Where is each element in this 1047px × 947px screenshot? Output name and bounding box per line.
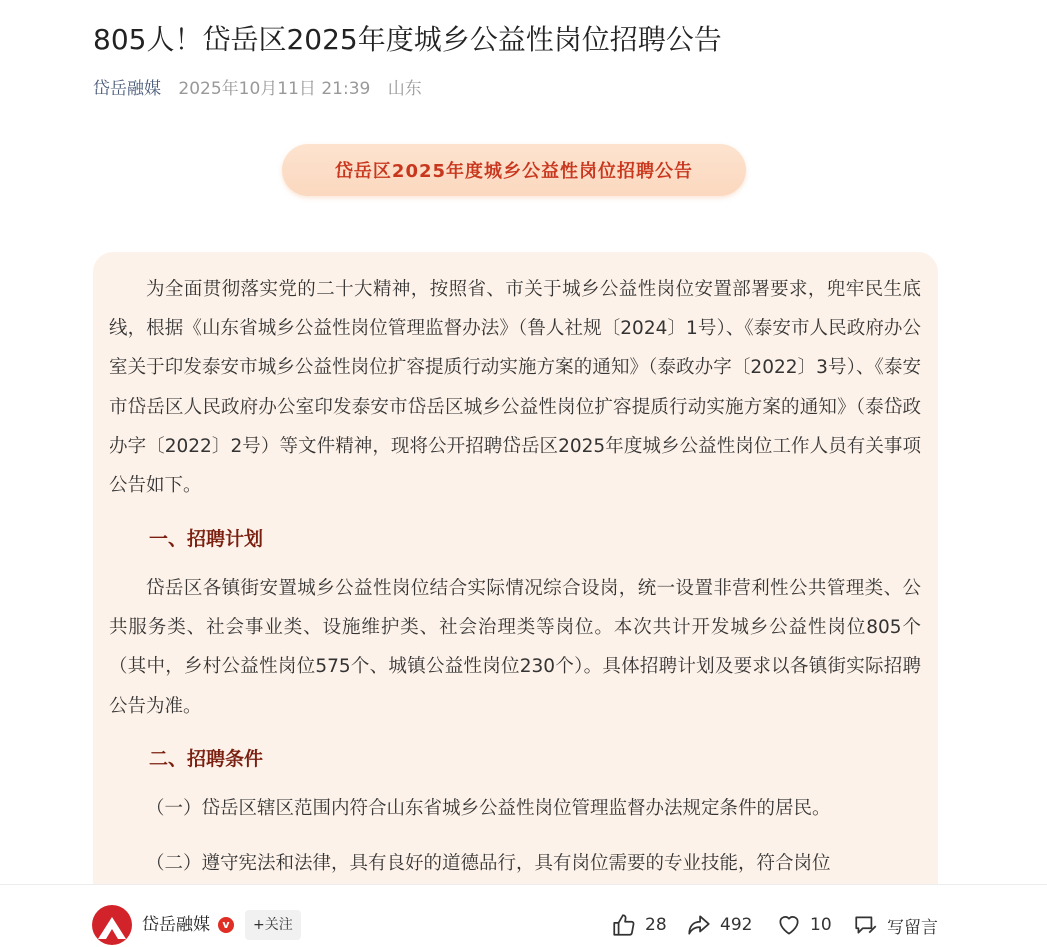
share-button[interactable] (686, 911, 752, 939)
share-arrow-icon (686, 912, 712, 938)
write-comment-button[interactable] (853, 911, 938, 939)
mountain-logo-icon (92, 905, 132, 945)
author-avatar[interactable] (92, 905, 132, 945)
bottom-action-bar (0, 884, 1047, 947)
verified-badge-icon: v (218, 917, 234, 933)
condition-paragraph-2: （二）遵守宪法和法律，具有良好的道德品行，具有岗位需要的专业技能，符合岗位 (146, 853, 831, 874)
article-body (93, 252, 938, 884)
like-count: 28 (645, 915, 667, 935)
intro-paragraph: 为全面贯彻落实党的二十大精神，按照省、市关于城乡公益性岗位安置部署要求，兜牢民生底线，根据《山东省城乡公益性岗位管理监督办法》（鲁人社规〔2024〕1号）、《泰安市人民政府办公室关于印发泰安市城乡公益性岗位扩容提质行动实施方案的通知》（泰政办字〔2022〕3号）、《泰安市岱岳区人民政府办公室印发泰安市岱岳区城乡公益性岗位扩容提质行动实施方案的通知》（泰岱政办字〔2022〕2号）等文件精神，现将公开招聘岱岳区2025年度城乡公益性岗位工作人员有关事项公告如下。 (109, 279, 921, 497)
follow-button[interactable]: +关注 (245, 910, 301, 940)
announcement-banner: 岱岳区2025年度城乡公益性岗位招聘公告 (282, 144, 746, 196)
author-name[interactable]: 岱岳融媒 (142, 915, 210, 935)
heart-icon (776, 912, 802, 938)
write-comment-label: 写留言 (887, 917, 938, 938)
article-meta (93, 76, 422, 102)
condition-paragraph-1: （一）岱岳区辖区范围内符合山东省城乡公益性岗位管理监督办法规定条件的居民。 (146, 798, 831, 819)
article-title: 805人！岱岳区2025年度城乡公益性岗位招聘公告 (93, 23, 722, 56)
section-heading-recruitment-plan: 一、招聘计划 (149, 528, 264, 550)
article-datetime: 2025年10月11日 21:39 (178, 79, 371, 99)
thumbs-up-icon (611, 912, 637, 938)
article-location: 山东 (387, 79, 422, 99)
recruitment-plan-paragraph: 岱岳区各镇街安置城乡公益性岗位结合实际情况综合设岗，统一设置非营利性公共管理类、公共服务类、社会事业类、设施维护类、社会治理类等岗位。本次共计开发城乡公益性岗位805个（其中，乡村公益性岗位575个、城镇公益性岗位230个）。具体招聘计划及要求以各镇街实际招聘公告为准。 (109, 578, 921, 717)
comment-edit-icon (853, 912, 879, 938)
section-heading-recruitment-conditions: 二、招聘条件 (149, 748, 264, 770)
share-count: 492 (720, 915, 753, 935)
like-button[interactable] (611, 911, 667, 939)
favorite-button[interactable] (776, 911, 832, 939)
article-source-link[interactable]: 岱岳融媒 (93, 79, 161, 99)
favorite-count: 10 (810, 915, 832, 935)
